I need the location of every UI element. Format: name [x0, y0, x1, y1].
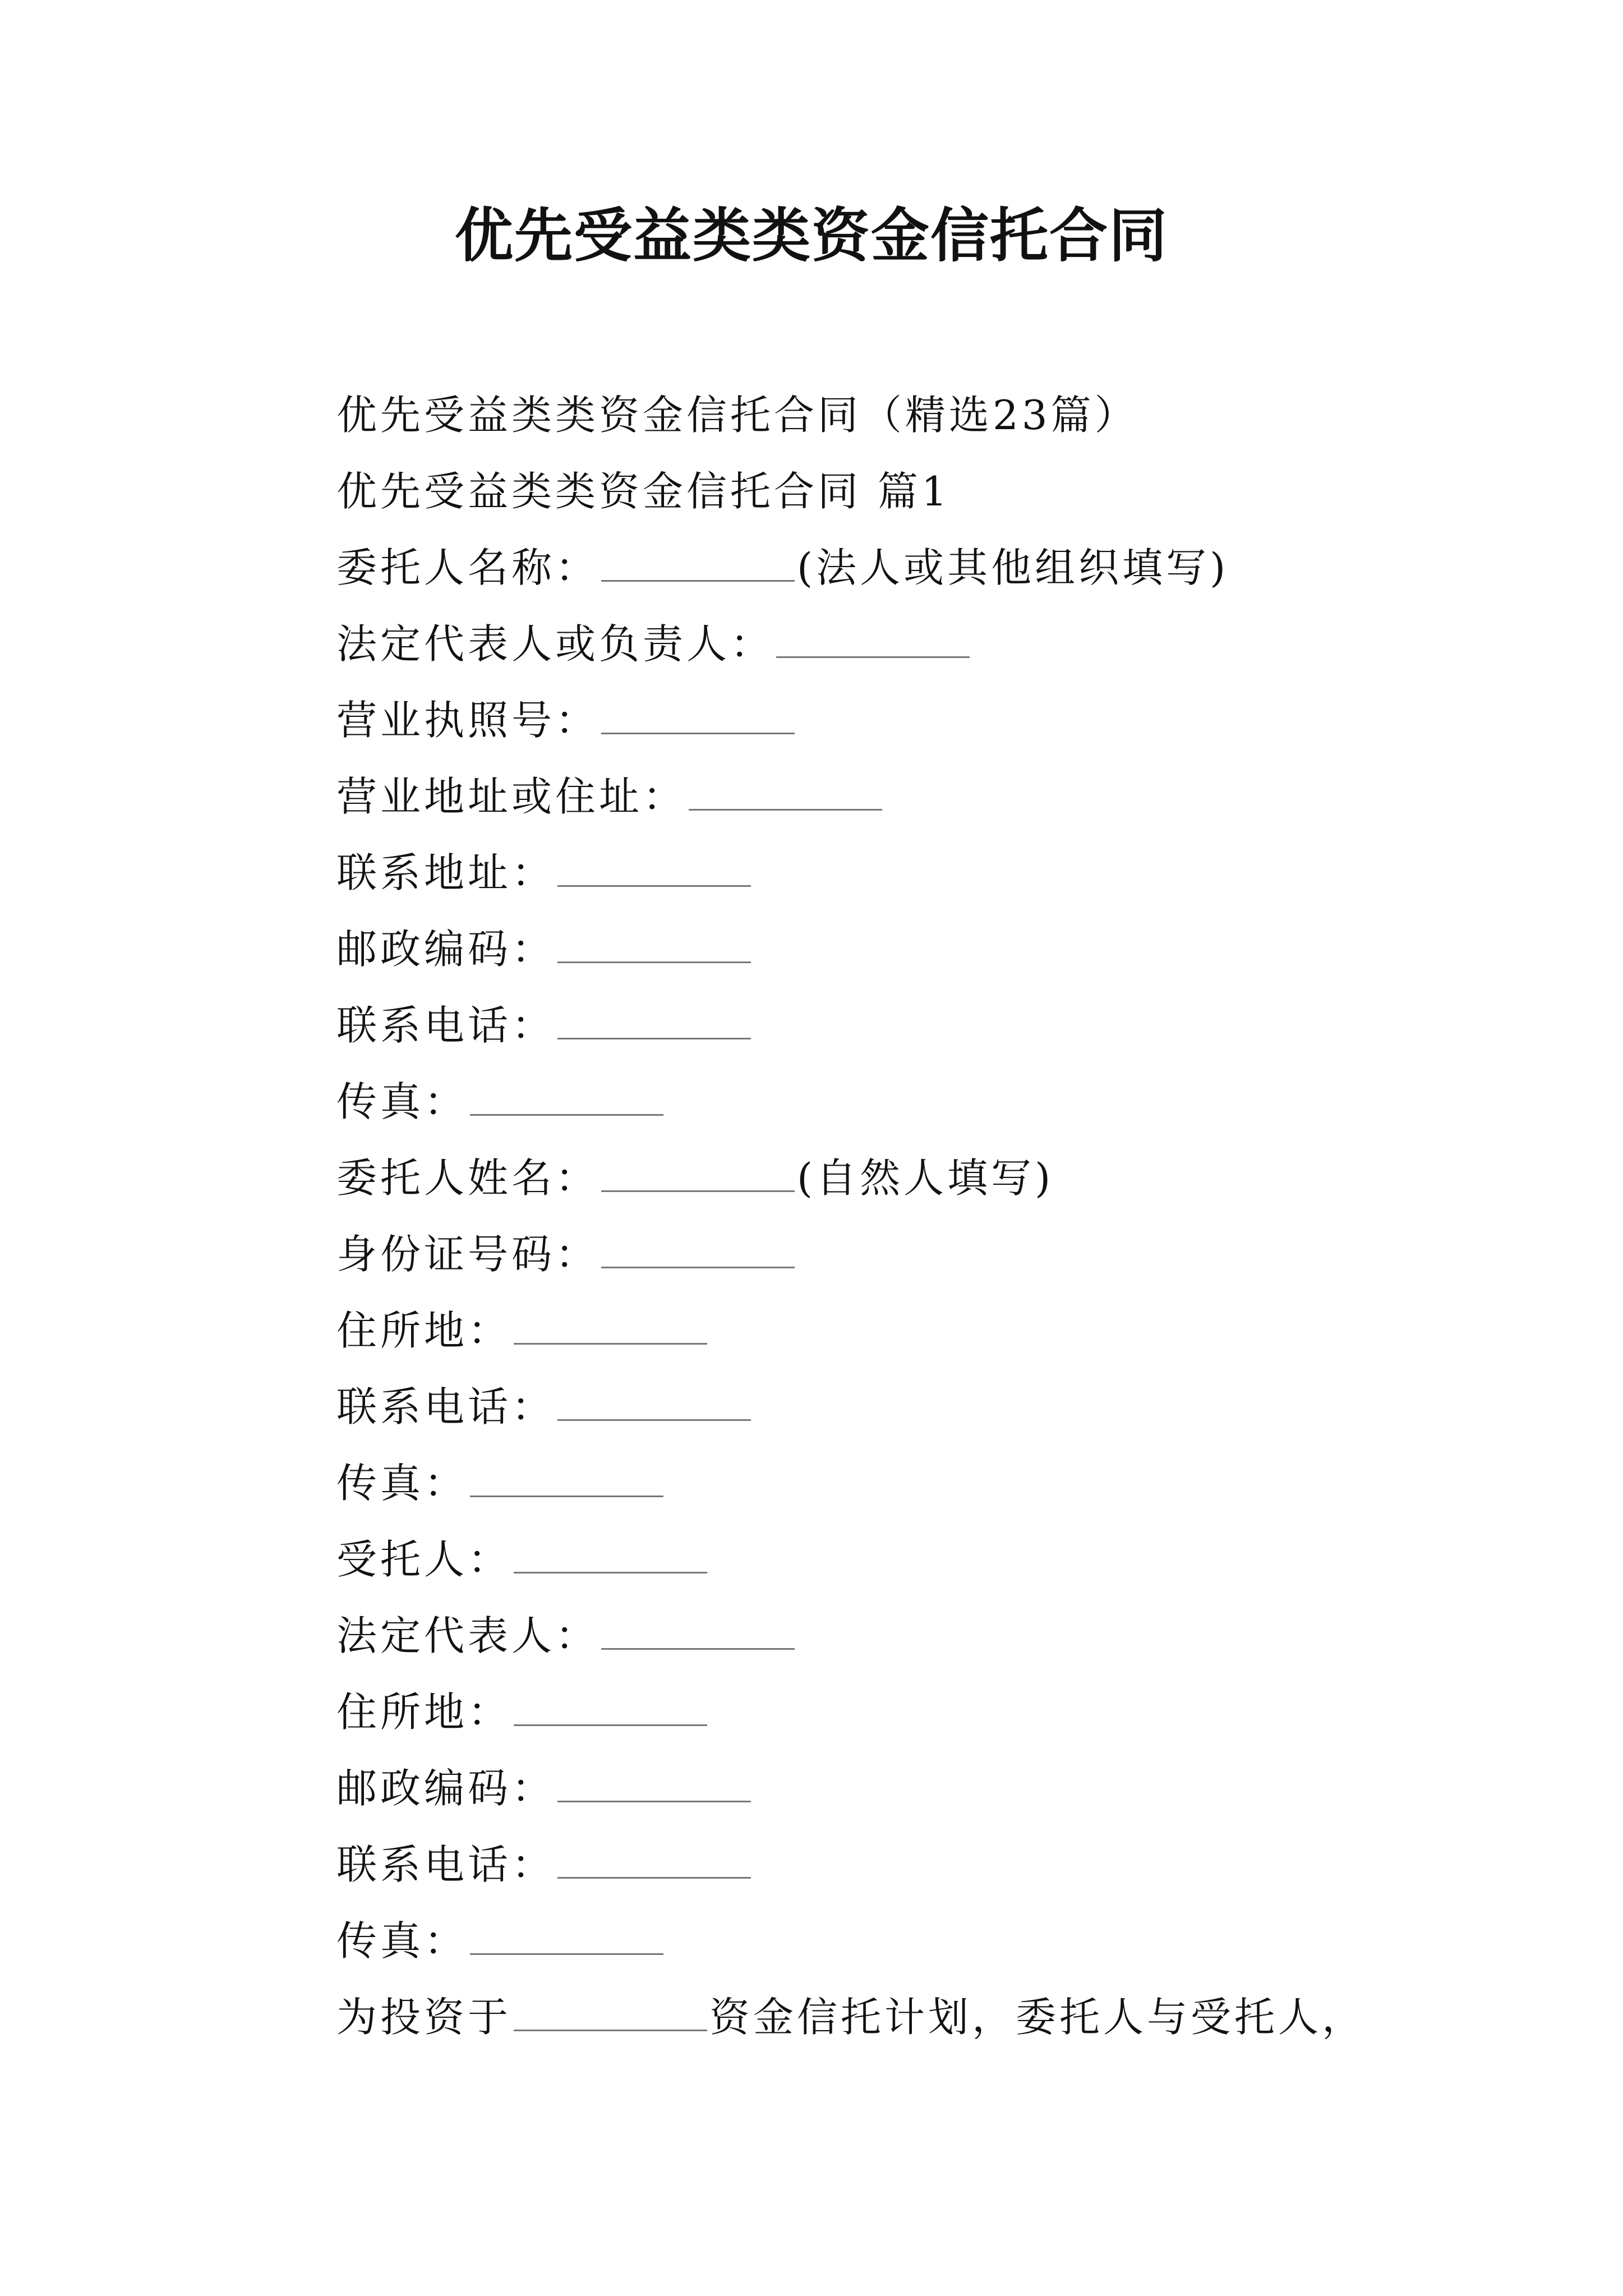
document-line [336, 911, 1458, 987]
fill-in-blank [470, 1457, 663, 1497]
document-line [336, 530, 1458, 606]
line-label: 法定代表人或负责人： [336, 620, 774, 668]
line-label: 营业地址或住址： [336, 773, 687, 820]
document-line [336, 987, 1458, 1064]
document-line [336, 606, 1458, 682]
document-line [336, 1140, 1458, 1216]
document-line [336, 1521, 1458, 1598]
line-suffix: (法人或其他组织填写) [797, 544, 1229, 591]
fill-in-blank [557, 1000, 751, 1039]
line-label: 传真： [336, 1078, 468, 1125]
fill-in-blank [557, 1839, 751, 1879]
line-label: 传真： [336, 1460, 468, 1507]
line-label: 传真： [336, 1917, 468, 1964]
document-line [336, 1369, 1458, 1445]
line-label: 联系地址： [336, 849, 556, 896]
document-line [336, 1292, 1458, 1369]
document-line [336, 1216, 1458, 1292]
document-line [336, 1826, 1458, 1903]
fill-in-blank [601, 1610, 795, 1650]
fill-in-blank [601, 1228, 795, 1268]
document-line [336, 1903, 1458, 1979]
fill-in-blank [689, 771, 882, 811]
line-suffix: (自然人填写) [797, 1154, 1054, 1202]
line-label: 营业执照号： [336, 697, 600, 744]
document-line [336, 1445, 1458, 1521]
document-line [336, 1674, 1458, 1750]
document-line [336, 377, 1458, 453]
document-body [336, 377, 1458, 2055]
fill-in-blank [601, 542, 795, 582]
document-line [336, 682, 1458, 758]
document-line [336, 453, 1458, 530]
line-label: 联系电话： [336, 1383, 556, 1430]
document-line [336, 1064, 1458, 1140]
document-line [336, 835, 1458, 911]
fill-in-blank [470, 1915, 663, 1955]
fill-in-blank [776, 618, 970, 658]
line-label: 邮政编码： [336, 1765, 556, 1812]
document-line [336, 1598, 1458, 1674]
line-label: 联系电话： [336, 1841, 556, 1888]
fill-in-blank [557, 923, 751, 963]
document-title: 优先受益类类资金信托合同 [454, 201, 1168, 270]
line-label: 受托人： [336, 1536, 512, 1583]
line-label: 优先受益类类资金信托合同（精选23篇） [336, 392, 1138, 439]
line-suffix: 资金信托计划，委托人与受托人， [709, 1994, 1366, 2041]
line-label: 法定代表人： [336, 1612, 600, 1659]
line-label: 邮政编码： [336, 926, 556, 973]
fill-in-blank [601, 1152, 795, 1192]
fill-in-blank [514, 1534, 707, 1573]
line-label: 身份证号码： [336, 1231, 600, 1278]
fill-in-blank [557, 847, 751, 887]
document-line [336, 758, 1458, 835]
document-line [336, 1750, 1458, 1826]
fill-in-blank [557, 1381, 751, 1421]
line-label: 住所地： [336, 1307, 512, 1354]
document-line [336, 1979, 1458, 2055]
line-label: 委托人名称： [336, 544, 600, 591]
fill-in-blank [514, 1305, 707, 1345]
fill-in-blank [514, 1686, 707, 1726]
fill-in-blank [470, 1076, 663, 1116]
line-label: 为投资于 [336, 1994, 512, 2041]
line-label: 联系电话： [336, 1002, 556, 1049]
line-label: 优先受益类类资金信托合同 篇1 [336, 468, 951, 515]
line-label: 委托人姓名： [336, 1154, 600, 1202]
fill-in-blank [557, 1763, 751, 1802]
fill-in-blank [601, 694, 795, 734]
fill-in-blank [514, 1991, 707, 2031]
line-label: 住所地： [336, 1688, 512, 1736]
